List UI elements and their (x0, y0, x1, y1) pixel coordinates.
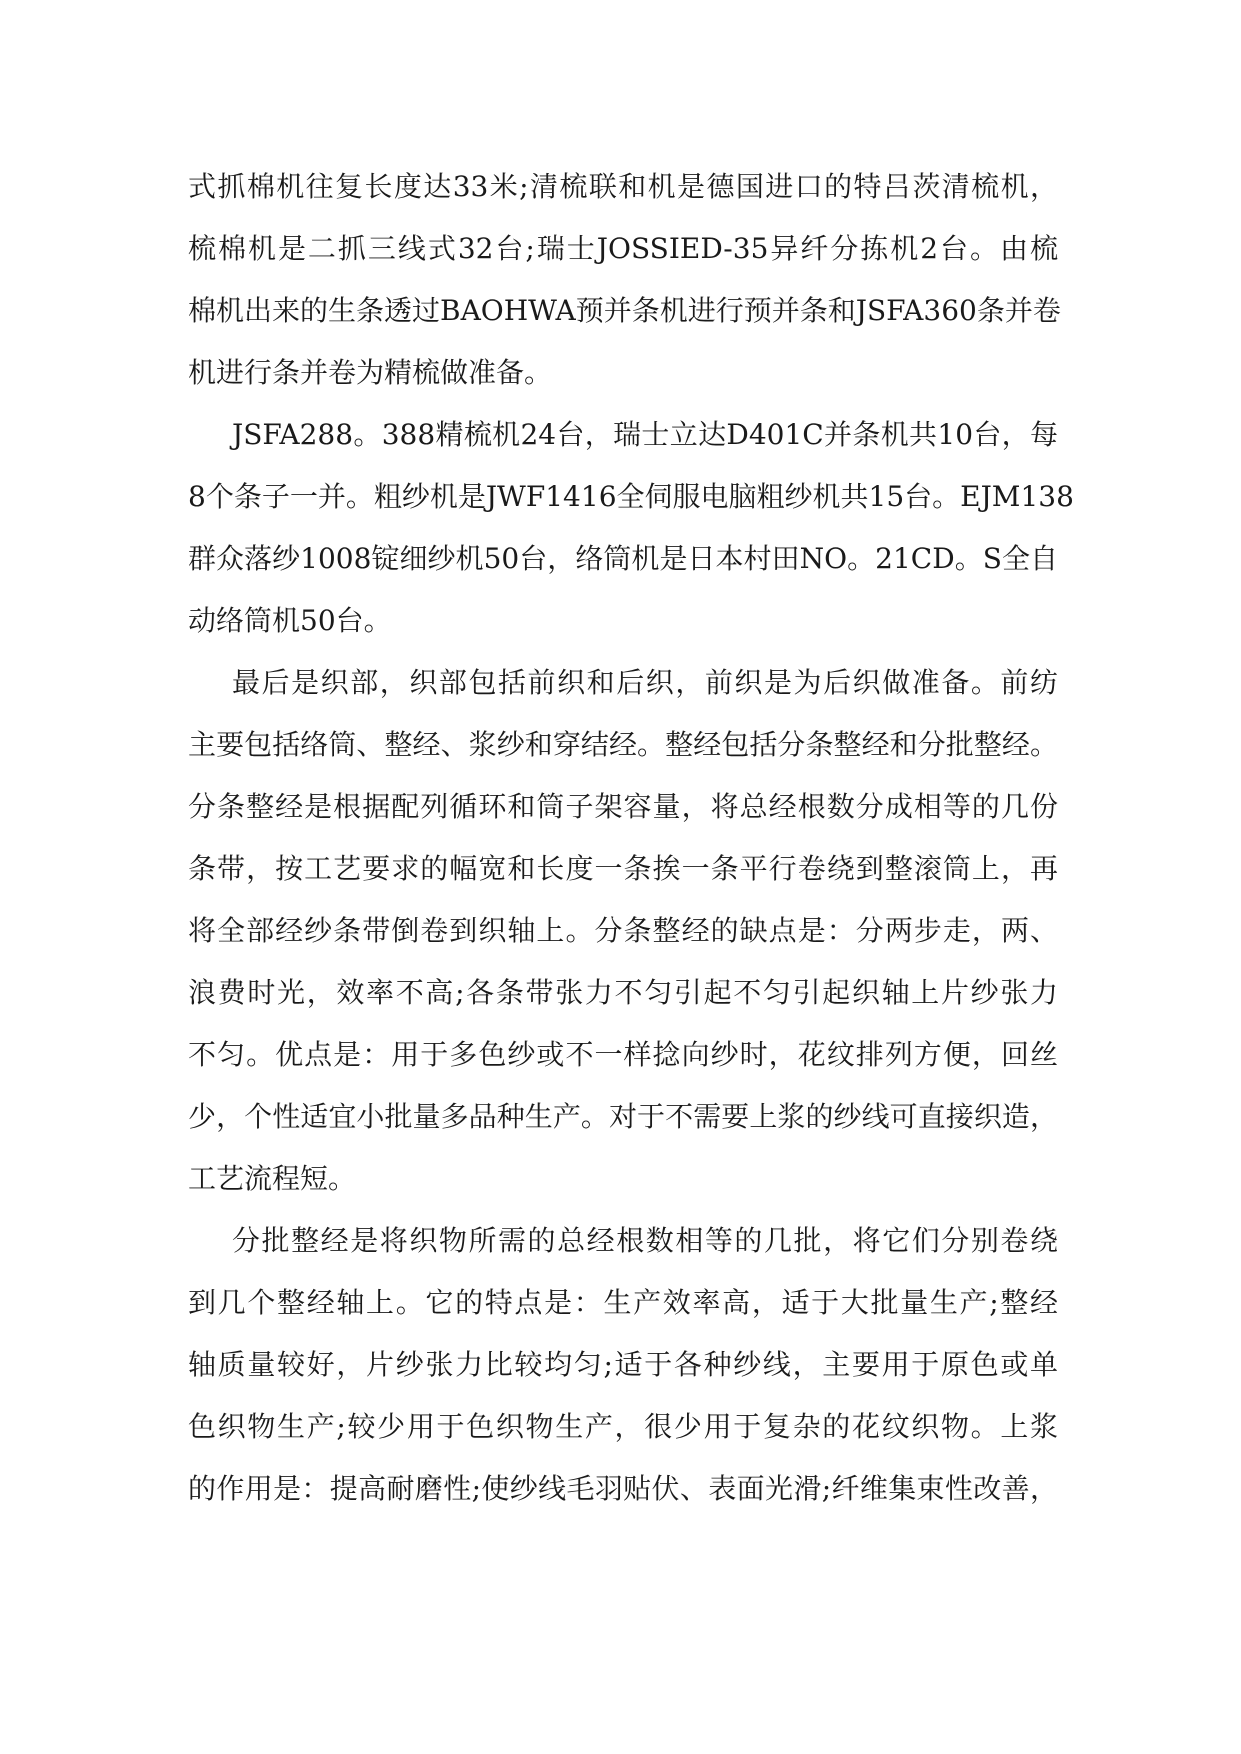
paragraph-1 (188, 156, 1061, 404)
text-line: 分条整经是根据配列循环和筒子架容量，将总经根数分成相等的几份 (188, 790, 1058, 823)
text-line: 主要包括络筒、整经、浆纱和穿结经。整经包括分条整经和分批整经。 (188, 728, 1058, 761)
paragraph-2 (188, 404, 1074, 652)
text-line: 的作用是：提高耐磨性;使纱线毛羽贴伏、表面光滑;纤维集束性改善， (188, 1472, 1058, 1505)
text-line: 到几个整经轴上。它的特点是：生产效率高，适于大批量生产;整经 (188, 1286, 1058, 1319)
text-line: 浪费时光，效率不高;各条带张力不匀引起不匀引起织轴上片纱张力 (188, 976, 1058, 1009)
text-line: 8个条子一并。粗纱机是JWF1416全伺服电脑粗纱机共15台。EJM138 (188, 480, 1074, 513)
text-line: 轴质量较好，片纱张力比较均匀;适于各种纱线，主要用于原色或单 (188, 1348, 1058, 1381)
paragraph-3 (188, 652, 1058, 1210)
text-line: 色织物生产;较少用于色织物生产，很少用于复杂的花纹织物。上浆 (188, 1410, 1058, 1443)
text-line: 条带，按工艺要求的幅宽和长度一条挨一条平行卷绕到整滚筒上，再 (188, 852, 1058, 885)
text-line: 最后是织部，织部包括前织和后织，前织是为后织做准备。前纺 (232, 666, 1058, 699)
text-line: 群众落纱1008锭细纱机50台，络筒机是日本村田NO。21CD。S全自 (188, 542, 1058, 575)
text-line: 式抓棉机往复长度达33米;清梳联和机是德国进口的特吕茨清梳机， (188, 170, 1058, 203)
text-line: 梳棉机是二抓三线式32台;瑞士JOSSIED-35异纤分拣机2台。由梳 (188, 232, 1058, 265)
text-line: 将全部经纱条带倒卷到织轴上。分条整经的缺点是：分两步走，两、 (188, 914, 1058, 947)
text-line: 动络筒机50台。 (188, 604, 392, 637)
text-line: 工艺流程短。 (188, 1162, 357, 1195)
paragraph-4 (188, 1210, 1058, 1520)
text-line: 不匀。优点是：用于多色纱或不一样捻向纱时，花纹排列方便，回丝 (188, 1038, 1058, 1071)
text-line: 棉机出来的生条透过BAOHWA预并条机进行预并条和JSFA360条并卷 (188, 294, 1061, 327)
text-line: 机进行条并卷为精梳做准备。 (188, 356, 553, 389)
text-line: 分批整经是将织物所需的总经根数相等的几批，将它们分别卷绕 (232, 1224, 1058, 1257)
text-line: JSFA288。388精梳机24台，瑞士立达D401C并条机共10台，每 (232, 418, 1058, 451)
body-text (188, 156, 1074, 1520)
text-line: 少，个性适宜小批量多品种生产。对于不需要上浆的纱线可直接织造， (188, 1100, 1058, 1133)
